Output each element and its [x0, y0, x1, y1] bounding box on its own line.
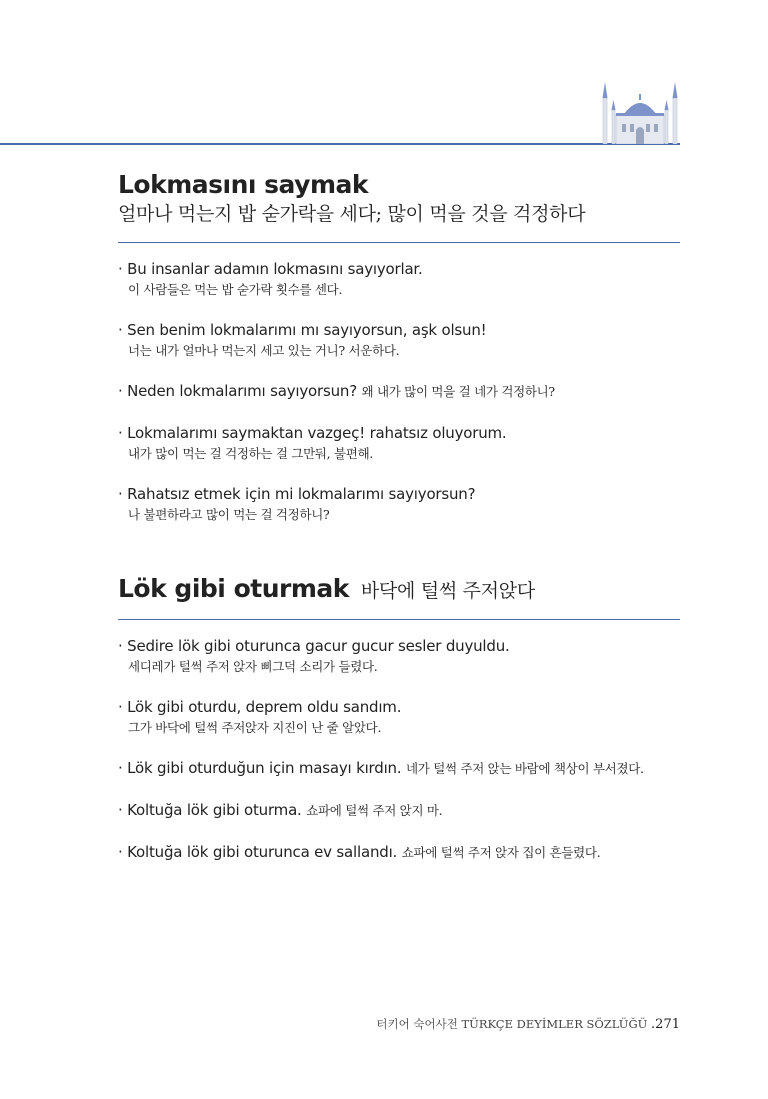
idiom-title: Lök gibi oturmak — [118, 574, 349, 603]
example-korean: 내가 많이 먹는 걸 걱정하는 걸 그만둬, 불편해. — [128, 446, 374, 461]
footer-title: 터키어 숙어사전 TÜRKÇE DEYİMLER SÖZLÜĞÜ — [376, 1017, 648, 1031]
example-turkish: · Neden lokmalarımı sayıyorsun? — [118, 382, 357, 400]
example-turkish: · Bu insanlar adamın lokmasını sayıyorlar. — [118, 260, 423, 278]
example-item — [118, 259, 680, 299]
example-item — [118, 842, 680, 863]
example-korean: 나 불편하라고 많이 먹는 걸 걱정하니? — [128, 507, 330, 522]
example-turkish: · Sen benim lokmalarımı mı sayıyorsun, aşk olsun! — [118, 321, 487, 339]
example-line — [118, 758, 680, 779]
section-divider — [118, 242, 680, 243]
section-divider — [118, 619, 680, 620]
example-turkish: · Koltuğa lök gibi oturunca ev sallandı. — [118, 843, 398, 861]
example-turkish: · Lök gibi oturduğun için masayı kırdın. — [118, 759, 402, 777]
example-item — [118, 381, 680, 402]
header-rule — [0, 143, 680, 145]
idiom-meaning: 얼마나 먹는지 밥 숟가락을 세다; 많이 먹을 것을 걱정하다 — [118, 203, 586, 225]
example-korean: 네가 털썩 주저 앉는 바람에 책상이 부서졌다. — [406, 761, 644, 776]
page-number: .271 — [651, 1017, 680, 1032]
example-korean: 세디레가 털썩 주저 앉자 삐그덕 소리가 들렸다. — [128, 659, 378, 674]
example-item — [118, 484, 680, 524]
idiom-heading — [118, 574, 680, 605]
example-item — [118, 636, 680, 676]
example-turkish: · Lök gibi oturdu, deprem oldu sandım. — [118, 698, 402, 716]
idiom-section-lok-gibi-oturmak — [118, 574, 680, 884]
example-item — [118, 320, 680, 360]
example-turkish: · Rahatsız etmek için mi lokmalarımı sayıyorsun? — [118, 485, 476, 503]
idiom-meaning: 바닥에 털썩 주저앉다 — [360, 580, 535, 602]
example-korean: 쇼파에 털썩 주저 앉자 집이 흔들렸다. — [401, 845, 601, 860]
example-korean: 이 사람들은 먹는 밥 숟가락 횟수를 센다. — [128, 282, 343, 297]
example-korean: 너는 내가 얼마나 먹는지 세고 있는 거니? 서운하다. — [128, 343, 400, 358]
example-line — [118, 800, 680, 821]
example-turkish: · Lokmalarımı saymaktan vazgeç! rahatsız oluyorum. — [118, 424, 507, 442]
example-list — [118, 636, 680, 863]
example-item — [118, 758, 680, 779]
idiom-title: Lokmasını saymak — [118, 170, 368, 199]
example-item — [118, 697, 680, 737]
idiom-section-lokmasini-saymak — [118, 170, 680, 545]
example-turkish: · Koltuğa lök gibi oturma. — [118, 801, 302, 819]
mosque-icon — [598, 80, 682, 144]
example-line — [118, 842, 680, 863]
example-item — [118, 423, 680, 463]
example-korean: 왜 내가 많이 먹을 걸 네가 걱정하니? — [361, 384, 555, 399]
example-list — [118, 259, 680, 524]
example-item — [118, 800, 680, 821]
example-korean: 쇼파에 털썩 주저 앉지 마. — [306, 803, 443, 818]
page-footer — [376, 1016, 680, 1032]
example-korean: 그가 바닥에 털썩 주저앉자 지진이 난 줄 알았다. — [128, 720, 382, 735]
example-line — [118, 381, 680, 402]
example-turkish: · Sedire lök gibi oturunca gacur gucur sesler duyuldu. — [118, 637, 510, 655]
